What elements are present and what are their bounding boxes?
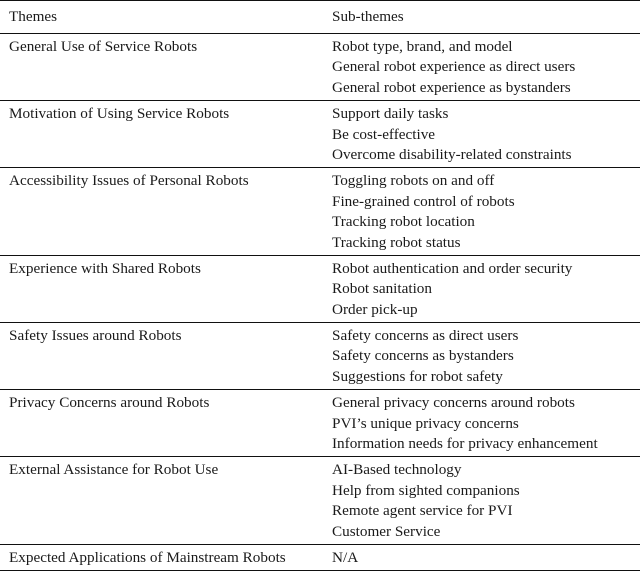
subtheme-item: Tracking robot location [332,213,475,231]
subtheme-item: General robot experience as bystanders [332,78,571,96]
subtheme-item: Suggestions for robot safety [332,367,503,385]
table-row [0,323,640,390]
subtheme-item: Order pick-up [332,300,418,318]
table-row [0,255,640,322]
subthemes-cell [323,323,640,390]
subtheme-item: Fine-grained control of robots [332,192,515,210]
table-header-row [0,1,640,34]
table-row [0,168,640,256]
subtheme-item: Toggling robots on and off [332,172,495,190]
theme-cell: Expected Applications of Mainstream Robots [9,548,286,566]
subthemes-cell [323,544,640,570]
subtheme-item: General privacy concerns around robots [332,394,575,412]
subtheme-item: Tracking robot status [332,233,461,251]
subtheme-item: General robot experience as direct users [332,58,576,76]
subtheme-item: Overcome disability-related constraints [332,145,572,163]
table-row [0,390,640,457]
theme-cell: General Use of Service Robots [9,38,198,55]
subthemes-cell [323,390,640,457]
theme-cell: Privacy Concerns around Robots [9,394,210,412]
subthemes-cell [323,457,640,545]
theme-cell: Accessibility Issues of Personal Robots [9,172,249,190]
subtheme-item: Support daily tasks [332,105,449,123]
subthemes-cell [323,101,640,168]
subtheme-item: Help from sighted companions [332,481,520,499]
table-row [0,101,640,168]
theme-cell: Safety Issues around Robots [9,327,182,345]
table-row [0,34,640,101]
header-themes: Themes [9,7,58,25]
table-row [0,457,640,545]
subtheme-item: Safety concerns as direct users [332,327,519,345]
subtheme-item: AI-Based technology [332,461,462,479]
header-subthemes: Sub-themes [332,7,404,25]
table-body [0,34,640,571]
subthemes-cell [323,255,640,322]
subthemes-cell [323,168,640,256]
theme-cell: Motivation of Using Service Robots [9,105,230,123]
subtheme-item: Robot type, brand, and model [332,38,513,55]
subtheme-item: PVI’s unique privacy concerns [332,414,519,432]
theme-cell: External Assistance for Robot Use [9,461,219,479]
subtheme-item: Safety concerns as bystanders [332,347,514,365]
subtheme-item: Be cost-effective [332,125,436,143]
table-row [0,544,640,570]
subtheme-item: Customer Service [332,522,441,540]
subthemes-cell [323,34,640,101]
subtheme-item: Robot authentication and order security [332,259,573,277]
subtheme-item: Information needs for privacy enhancement [332,435,598,453]
subtheme-item: Remote agent service for PVI [332,502,513,520]
subtheme-item: Robot sanitation [332,280,432,298]
subtheme-item: N/A [332,548,359,566]
theme-cell: Experience with Shared Robots [9,259,201,277]
